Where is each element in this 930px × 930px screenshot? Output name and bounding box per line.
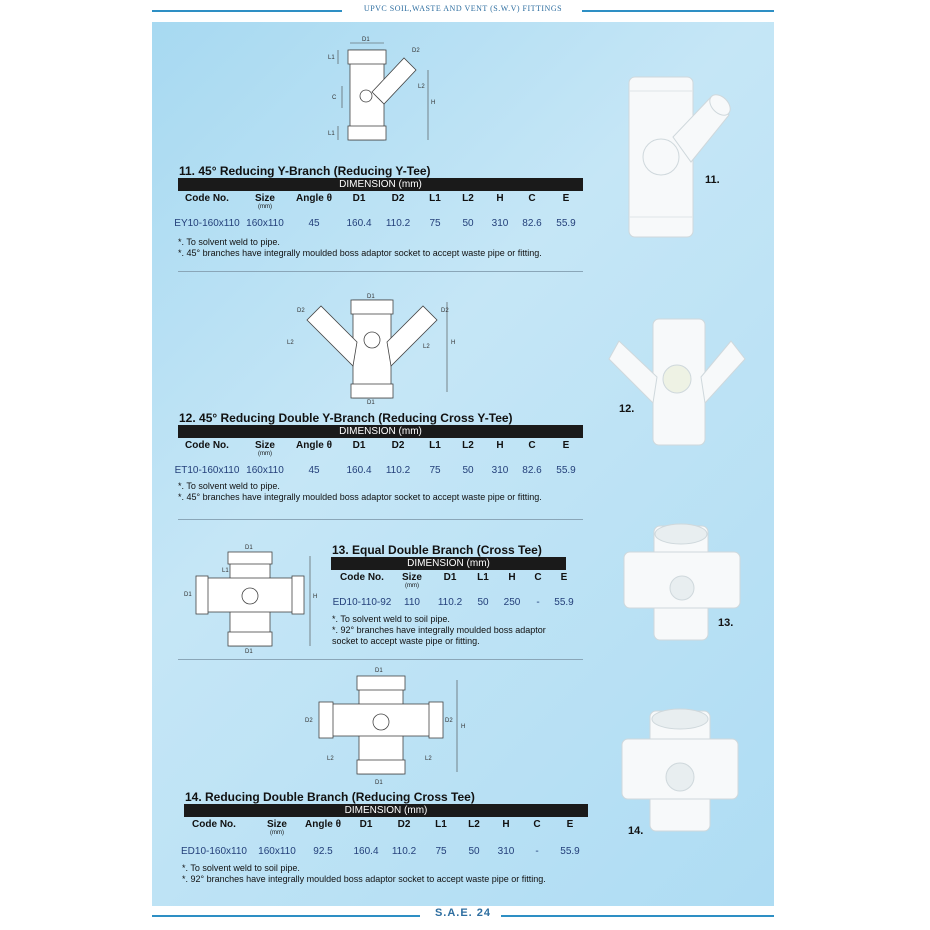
table-cell: 55.9: [556, 218, 576, 229]
col-header: E: [566, 819, 574, 830]
table-cell: 50: [477, 597, 489, 608]
table-cell: 160.4: [346, 218, 372, 229]
table-cell: 160.4: [353, 846, 379, 857]
col-header: C: [528, 193, 536, 204]
table-cell: 250: [503, 597, 521, 608]
table-cell: ET10-160x110: [174, 465, 240, 476]
dim-label-l1: L1: [222, 568, 229, 574]
col-header: L1: [477, 572, 489, 583]
page-header: [152, 0, 774, 22]
divider: [178, 659, 583, 660]
table-cell: 50: [468, 846, 480, 857]
spec-table: [332, 572, 572, 608]
table-cell: EY10-160x110: [174, 218, 240, 229]
note-line: *. To solvent weld to soil pipe.: [182, 863, 300, 873]
diagram-double-y-branch: [277, 292, 467, 404]
table-cell: 160x110: [246, 465, 284, 476]
table-cell: 45: [308, 218, 320, 229]
dim-label-l2-right: L2: [425, 756, 432, 762]
col-header: Code No.: [192, 819, 236, 830]
dim-label-d1-lower: D1: [367, 400, 375, 404]
dim-label-d1-lower: D1: [375, 780, 383, 786]
dim-label-d1: D1: [367, 294, 375, 300]
col-header: L2: [462, 193, 474, 204]
col-header: C: [533, 819, 541, 830]
dim-label-d2: D2: [305, 718, 313, 724]
table-cell: 50: [462, 218, 474, 229]
table-cell: 110.2: [437, 597, 463, 608]
divider: [178, 271, 583, 272]
dim-label-h: H: [461, 724, 466, 730]
table-cell: ED10-110-92: [332, 597, 392, 608]
col-header: L1: [429, 193, 441, 204]
col-header: C: [534, 572, 542, 583]
col-header: D2: [391, 440, 405, 451]
table-cell: 75: [429, 465, 441, 476]
col-header: D1: [359, 819, 373, 830]
col-header: D2: [391, 193, 405, 204]
divider: [178, 519, 583, 520]
col-header: H: [496, 440, 504, 451]
table-cell: 75: [429, 218, 441, 229]
col-header: Angle θ: [296, 193, 332, 204]
table-cell: 55.9: [554, 597, 574, 608]
col-header: Size (mm): [401, 572, 422, 589]
page-number: S.A.E. 24: [425, 907, 501, 919]
dimension-bar: DIMENSION (mm): [184, 804, 588, 817]
note-line: *. 92° branches have integrally moulded boss adaptor socket to accept waste pipe or fitting.: [182, 874, 546, 884]
col-header: H: [508, 572, 516, 583]
diagram-cross-tee: [182, 542, 322, 654]
dim-label-d2-right: D2: [445, 718, 453, 724]
col-header: Angle θ: [305, 819, 341, 830]
dim-label-h: H: [313, 594, 318, 600]
col-header: L1: [435, 819, 447, 830]
table-cell: 82.6: [522, 465, 542, 476]
col-header: Code No.: [185, 193, 229, 204]
dim-label-l2: L2: [418, 84, 425, 90]
col-header: Size (mm): [266, 819, 287, 836]
col-header: Size (mm): [254, 440, 275, 457]
table-cell: 110: [404, 597, 420, 608]
dim-label-d2: D2: [297, 308, 305, 314]
photo-label: 14.: [628, 825, 644, 837]
dim-label-d1: D1: [362, 37, 370, 43]
dim-label-d2-right: D2: [441, 308, 449, 314]
dim-label-l1: L1: [328, 55, 335, 61]
note-line: *. 45° branches have integrally moulded boss adaptor socket to accept waste pipe or fitting.: [178, 492, 542, 502]
table-cell: 45: [308, 465, 320, 476]
dimension-bar: DIMENSION (mm): [331, 557, 566, 570]
table-cell: 92.5: [313, 846, 333, 857]
photo-label: 11.: [705, 174, 720, 186]
table-cell: 110.2: [385, 218, 411, 229]
header-title: UPVC SOIL,WASTE AND VENT (S.W.V) FITTINGS: [356, 4, 570, 13]
note-line: *. To solvent weld to soil pipe.: [332, 614, 450, 624]
product-photo-double-y-branch: [607, 317, 747, 447]
diagram-reducing-cross-tee: [297, 664, 467, 786]
table-cell: 75: [435, 846, 447, 857]
notes: [332, 614, 546, 647]
note-line: *. To solvent weld to pipe.: [178, 481, 280, 491]
table-cell: 55.9: [560, 846, 580, 857]
dim-label-d1-side: D1: [184, 592, 192, 598]
col-header: L2: [468, 819, 480, 830]
dim-label-d2: D2: [412, 48, 420, 54]
col-header: Code No.: [340, 572, 384, 583]
col-header: E: [562, 193, 570, 204]
section-title: 14. Reducing Double Branch (Reducing Cross Tee): [185, 790, 475, 804]
table-cell: 310: [491, 218, 509, 229]
photo-label: 13.: [718, 617, 734, 629]
col-header: H: [496, 193, 504, 204]
table-cell: 110.2: [391, 846, 417, 857]
table-cell: 82.6: [522, 218, 542, 229]
note-line: socket to accept waste pipe or fitting.: [332, 636, 480, 646]
dim-label-d1: D1: [375, 668, 383, 674]
table-cell: 160x110: [246, 218, 284, 229]
dim-label-h: H: [451, 340, 456, 346]
product-photo-y-branch: [617, 67, 737, 247]
table-cell: 50: [462, 465, 474, 476]
table-cell: 55.9: [556, 465, 576, 476]
table-cell: -: [536, 597, 540, 608]
col-header: H: [502, 819, 510, 830]
col-header: L2: [462, 440, 474, 451]
dim-label-l2: L2: [287, 340, 294, 346]
diagram-y-branch: [320, 30, 440, 150]
dim-label-l1-lower: L1: [328, 131, 335, 137]
col-header: D1: [352, 440, 366, 451]
spec-table: [172, 819, 596, 857]
dim-label-d1-lower: D1: [245, 649, 253, 654]
page-footer: [152, 906, 774, 928]
table-cell: 160.4: [346, 465, 372, 476]
product-photo-reducing-cross-tee: [620, 705, 740, 835]
col-header: C: [528, 440, 536, 451]
spec-table: [172, 440, 592, 476]
section-title: 12. 45° Reducing Double Y-Branch (Reducing Cross Y-Tee): [179, 411, 513, 425]
spec-table: [172, 193, 592, 229]
col-header: E: [562, 440, 570, 451]
col-header: Code No.: [185, 440, 229, 451]
col-header: Angle θ: [296, 440, 332, 451]
dim-label-c: C: [332, 95, 337, 101]
dim-label-l2-right: L2: [423, 344, 430, 350]
table-cell: 310: [497, 846, 515, 857]
note-line: *. 92° branches have integrally moulded boss adaptor: [332, 625, 546, 635]
col-header: Size (mm): [254, 193, 275, 210]
photo-label: 12.: [619, 403, 635, 415]
col-header: L1: [429, 440, 441, 451]
note-line: *. 45° branches have integrally moulded boss adaptor socket to accept waste pipe or fitting.: [178, 248, 542, 258]
dimension-bar: DIMENSION (mm): [178, 425, 583, 438]
col-header: D2: [397, 819, 411, 830]
table-cell: 160x110: [258, 846, 296, 857]
notes: [178, 481, 542, 503]
dim-label-d1: D1: [245, 545, 253, 551]
col-header: E: [560, 572, 568, 583]
table-cell: ED10-160x110: [181, 846, 247, 857]
col-header: D1: [443, 572, 457, 583]
table-cell: 310: [491, 465, 509, 476]
dim-label-l2: L2: [327, 756, 334, 762]
section-title: 13. Equal Double Branch (Cross Tee): [332, 543, 542, 557]
table-cell: -: [535, 846, 539, 857]
note-line: *. To solvent weld to pipe.: [178, 237, 280, 247]
col-header: D1: [352, 193, 366, 204]
catalog-page: [152, 22, 774, 906]
dimension-bar: DIMENSION (mm): [178, 178, 583, 191]
notes: [182, 863, 546, 885]
section-title: 11. 45° Reducing Y-Branch (Reducing Y-Tee): [179, 164, 431, 178]
notes: [178, 237, 542, 259]
dim-label-h: H: [431, 100, 436, 106]
table-cell: 110.2: [385, 465, 411, 476]
